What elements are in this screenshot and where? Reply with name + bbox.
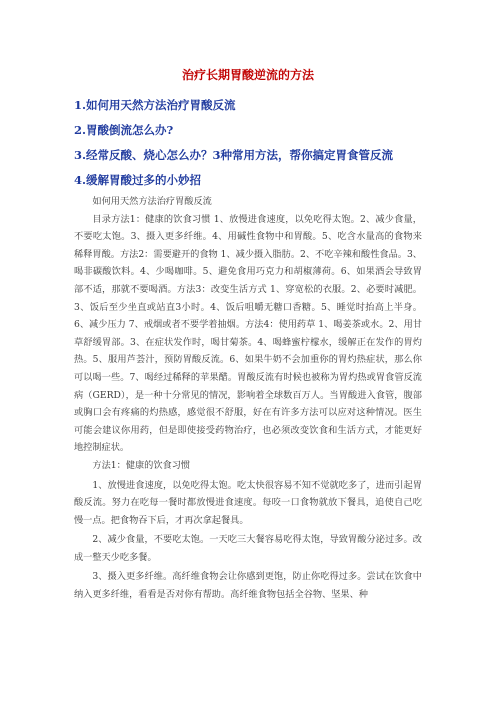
paragraph-step-3: 3、摄入更多纤维。高纤维食物会让你感到更饱，防止你吃得过多。尝试在饮食中纳入更多纤维，看看是否对你有帮助。高纤维食物包括全谷物、坚果、种 (74, 571, 422, 601)
section-heading: 如何用天然方法治疗胃酸反流 (92, 196, 212, 207)
method-heading: 方法1：健康的饮食习惯 (92, 459, 191, 471)
document-body (74, 193, 422, 604)
paragraph-step-2: 2、减少食量，不要吃太饱。一天吃三大餐容易吃得太饱，导致胃酸分泌过多。改成一整天少吃多餐。 (74, 534, 422, 563)
summary-paragraph: 目录方法1：健康的饮食习惯 1、放慢进食速度，以免吃得太饱。2、减少食量，不要吃太饱。3、摄入更多纤维。4、用碱性食物中和胃酸。5、吃含水量高的食物来稀释胃酸。方法2：需要避开的食物 1、减少摄入脂肪。2、不吃辛辣和酸性食品。3、喝非碳酸饮料。4、少喝咖啡。5、避免食用巧克力和胡椒薄荷。6、如果酒会导致胃部不适，那就不要喝酒。方法3：改变生活方式 1、穿宽松的衣服。2、必要时减肥。3、饭后至少坐直或站直3小时。4、饭后咀嚼无糖口香糖。5、睡觉时抬高上半身。6、减少压力 7、戒烟或者不要学着抽烟。方法4：使用药草 1、喝姜茶或水。2、用甘草舒缓胃部。3、在症状发作时，喝甘菊茶。4、喝蜂蜜柠檬水，缓解正在发作的胃灼热。5、服用芦荟汁，预防胃酸反流。6、如果牛奶不会加重你的胃灼热症状，那么你可以喝一些。7、喝经过稀释的苹果醋。胃酸反流有时候也被称为胃灼热或胃食管反流病（GERD），是一种十分常见的情况，影响着全球数百万人。当胃酸进入食管，腹部或胸口会有疼痛的灼热感，感觉很不舒服，好在有许多方法可以应对这种情况。医生可能会建议你用药，但是即使接受药物治疗，也必须改变饮食和生活方式，才能更好地控制症状。 (74, 213, 422, 454)
document-title: 治疗长期胃酸逆流的方法 (181, 68, 314, 82)
toc-item-3[interactable]: 3.经常反酸、烧心怎么办？3种常用方法，帮你搞定胃食管反流 (74, 148, 394, 162)
toc-item-4[interactable]: 4.缓解胃酸过多的小妙招 (74, 173, 202, 187)
toc-item-2[interactable]: 2.胃酸倒流怎么办? (74, 123, 174, 137)
paragraph-step-1: 1、放慢进食速度，以免吃得太饱。吃太快很容易不知不觉就吃多了，进而引起胃酸反流。努力在吃每一餐时都放慢进食速度。每咬一口食物就放下餐具，追使自己吃慢一点。把食物吞下后，才再次拿起餐具。 (74, 479, 422, 526)
toc-item-1[interactable]: 1.如何用天然方法治疗胃酸反流 (74, 98, 236, 112)
